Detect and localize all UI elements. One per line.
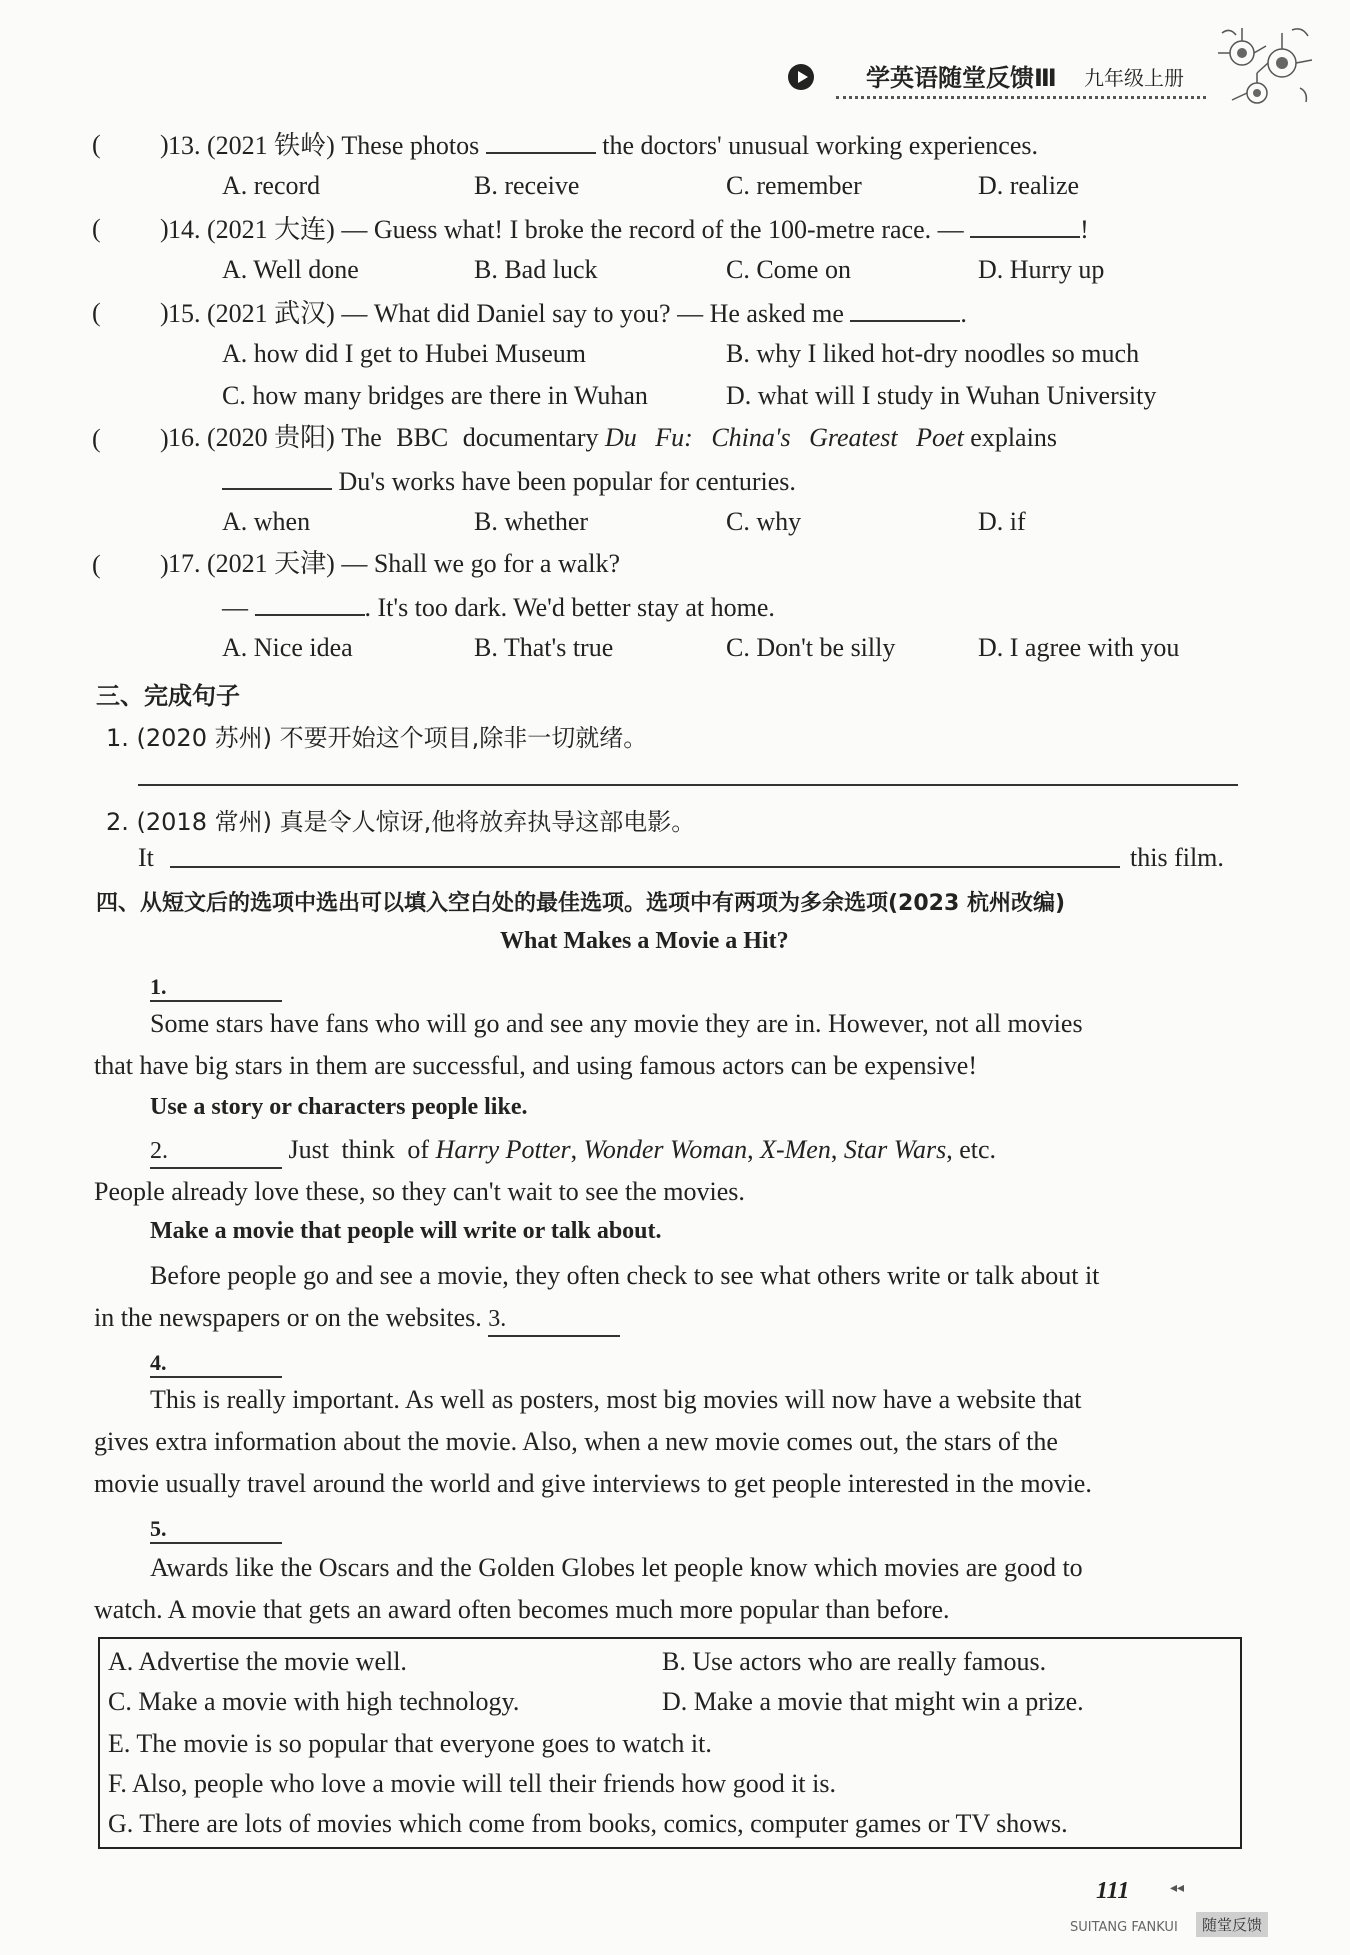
option-f: F. Also, people who love a movie will tell their friends how good it is. <box>108 1769 836 1798</box>
section-heading: 三、完成句子 <box>96 682 240 710</box>
double-arrow-left-icon: ◂◂ <box>1170 1881 1185 1896</box>
paragraph-text: Awards like the Oscars and the Golden Globes let people know which movies are good to <box>150 1553 1083 1582</box>
header-title: 学英语随堂反馈Ⅲ <box>866 64 1057 92</box>
sentence-suffix: this film. <box>1130 843 1224 872</box>
answer-blank-3[interactable]: 3. <box>488 1303 620 1337</box>
blank-number: 1. <box>150 974 282 1002</box>
brand-latin: SUITANG FANKUI <box>1070 1920 1178 1935</box>
option-g: G. There are lots of movies which come from books, comics, computer games or TV shows. <box>108 1809 1068 1838</box>
page-number: 111 <box>1096 1878 1130 1904</box>
answer-blank-1[interactable] <box>150 974 282 1002</box>
option-e: E. The movie is so popular that everyone goes to watch it. <box>108 1729 712 1758</box>
question-number: 15 <box>168 299 194 328</box>
answer-line-2[interactable] <box>170 866 1120 868</box>
paragraph-text: movie usually travel around the world and give interviews to get people interested in the movie. <box>94 1469 1092 1498</box>
option-d: D. if <box>978 507 1026 536</box>
answer-paren-open: ( <box>92 298 101 327</box>
question-stem-line2 <box>222 590 775 624</box>
question-source: (2021 武汉) <box>207 299 335 328</box>
question-stem: 15. (2021 武汉) — What did Daniel say to you? — He asked me . <box>168 296 967 330</box>
answer-blank-2[interactable]: 2. <box>150 1135 282 1169</box>
option-c: C. remember <box>726 171 862 200</box>
answer-paren-close: ) <box>160 424 169 453</box>
paragraph-text: watch. A movie that gets an award often becomes much more popular than before. <box>94 1595 950 1624</box>
answer-blank[interactable] <box>486 128 596 154</box>
title-harry-potter: Harry Potter <box>435 1135 571 1164</box>
option-c: C. why <box>726 507 802 536</box>
text-span: in the newspapers or on the websites. <box>94 1303 482 1332</box>
option-a: A. how did I get to Hubei Museum <box>222 339 586 368</box>
answer-paren-open: ( <box>92 550 101 579</box>
answer-line-1[interactable] <box>138 784 1238 786</box>
question-stem: 16. (2020 贵阳) The BBC documentary Du Fu: China's Greatest Poet explains <box>168 423 1057 452</box>
section-heading: 四、从短文后的选项中选出可以填入空白处的最佳选项。选项中有两项为多余选项(2023 杭州改编) <box>96 891 1066 916</box>
option-b: B. receive <box>474 171 580 200</box>
answer-blank[interactable] <box>255 590 365 616</box>
paragraph-text <box>94 1302 620 1337</box>
question-stem: 13. (2021 铁岭) These photos the doctors' unusual working experiences. <box>168 128 1038 162</box>
option-d: D. I agree with you <box>978 633 1180 662</box>
documentary-title: Du Fu: China's Greatest Poet <box>605 423 964 452</box>
title-wonder-woman: Wonder Woman <box>583 1135 748 1164</box>
text-span: etc. <box>959 1135 997 1164</box>
answer-paren-close: ) <box>160 550 169 579</box>
stem-text: . It's too dark. We'd better stay at home. <box>364 593 775 622</box>
answer-blank-5[interactable] <box>150 1516 282 1544</box>
option-c: C. Make a movie with high technology. <box>108 1687 520 1716</box>
option-d: D. realize <box>978 171 1080 200</box>
translation-prompt-2: 2. (2018 常州) 真是令人惊讶,他将放弃执导这部电影。 <box>106 808 696 836</box>
option-b: B. whether <box>474 507 589 536</box>
question-number: 14 <box>168 215 194 244</box>
text-span: Just think of <box>288 1135 430 1164</box>
title-x-men: X-Men <box>760 1135 831 1164</box>
answer-paren-open: ( <box>92 424 101 453</box>
stem-text: the doctors' unusual working experiences. <box>602 131 1038 160</box>
option-d: D. what will I study in Wuhan University <box>726 381 1157 410</box>
question-source: (2021 铁岭) <box>207 131 335 160</box>
passage-title: What Makes a Movie a Hit? <box>500 928 789 954</box>
paragraph-text: 2. Just think of Harry Potter, Wonder Woman, X-Men, Star Wars, etc. <box>150 1134 996 1169</box>
sentence-prefix: It <box>138 843 154 872</box>
answer-paren-close: ) <box>160 214 169 243</box>
blank-number: 4. <box>150 1350 282 1378</box>
option-a: A. record <box>222 171 321 200</box>
options-box <box>98 1637 1242 1849</box>
question-stem: 17. (2021 天津) — Shall we go for a walk? <box>168 549 621 578</box>
option-c: C. Come on <box>726 255 851 284</box>
answer-blank[interactable] <box>970 212 1080 238</box>
option-a: A. Well done <box>222 255 359 284</box>
question-source: (2021 天津) <box>207 549 335 578</box>
option-b: B. why I liked hot-dry noodles so much <box>726 339 1140 368</box>
answer-paren-close: ) <box>160 298 169 327</box>
option-b: B. That's true <box>474 633 614 662</box>
paragraph-text: Before people go and see a movie, they often check to see what others write or talk about it <box>150 1261 1100 1290</box>
brand-cn-badge: 随堂反馈 <box>1196 1912 1268 1937</box>
paragraph-text: Some stars have fans who will go and see any movie they are in. However, not all movies <box>150 1009 1083 1038</box>
subheading: Make a movie that people will write or talk about. <box>150 1218 662 1244</box>
stem-text: ! <box>1080 215 1089 244</box>
option-c: C. how many bridges are there in Wuhan <box>222 381 648 410</box>
stem-text: — What did Daniel say to you? — He asked me <box>341 299 844 328</box>
flower-decoration-icon <box>1212 18 1322 118</box>
title-star-wars: Star Wars <box>843 1135 947 1164</box>
stem-text: The BBC documentary <box>341 423 599 452</box>
blank-number: 5. <box>150 1516 282 1544</box>
question-stem: 14. (2021 大连) — Guess what! I broke the record of the 100-metre race. — ! <box>168 212 1089 246</box>
paragraph-text: that have big stars in them are successful, and using famous actors can be expensive! <box>94 1051 977 1080</box>
answer-blank[interactable] <box>222 464 332 490</box>
option-b: B. Bad luck <box>474 255 598 284</box>
translation-prompt-1: 1. (2020 苏州) 不要开始这个项目,除非一切就绪。 <box>106 724 648 752</box>
option-d: D. Hurry up <box>978 255 1105 284</box>
answer-blank-4[interactable] <box>150 1350 282 1378</box>
stem-text: explains <box>970 423 1057 452</box>
answer-paren-open: ( <box>92 130 101 159</box>
option-a: A. when <box>222 507 311 536</box>
header-grade: 九年级上册 <box>1084 66 1184 90</box>
question-number: 16 <box>168 423 194 452</box>
stem-text: These photos <box>341 131 480 160</box>
question-source: (2021 大连) <box>207 215 335 244</box>
paragraph-text: gives extra information about the movie. Also, when a new movie comes out, the stars of the <box>94 1427 1058 1456</box>
stem-text: Du's works have been popular for centuries. <box>338 467 796 496</box>
header-dotted-rule <box>836 96 1206 99</box>
stem-text: — Guess what! I broke the record of the 100-metre race. — <box>341 215 964 244</box>
question-number: 17 <box>168 549 194 578</box>
question-number: 13 <box>168 131 194 160</box>
stem-text: — Shall we go for a walk? <box>341 549 621 578</box>
option-a: A. Advertise the movie well. <box>108 1647 407 1676</box>
answer-paren-close: ) <box>160 130 169 159</box>
paragraph-text: People already love these, so they can't wait to see the movies. <box>94 1177 745 1206</box>
paragraph-text: This is really important. As well as posters, most big movies will now have a website that <box>150 1385 1082 1414</box>
question-stem-line2 <box>222 464 796 498</box>
option-a: A. Nice idea <box>222 633 353 662</box>
stem-text: — <box>222 593 248 622</box>
option-c: C. Don't be silly <box>726 633 896 662</box>
subheading: Use a story or characters people like. <box>150 1094 528 1120</box>
option-d: D. Make a movie that might win a prize. <box>662 1687 1084 1716</box>
play-icon <box>788 64 814 90</box>
stem-text: . <box>960 299 967 328</box>
question-source: (2020 贵阳) <box>207 423 335 452</box>
answer-paren-open: ( <box>92 214 101 243</box>
answer-blank[interactable] <box>850 296 960 322</box>
option-b: B. Use actors who are really famous. <box>662 1647 1047 1676</box>
